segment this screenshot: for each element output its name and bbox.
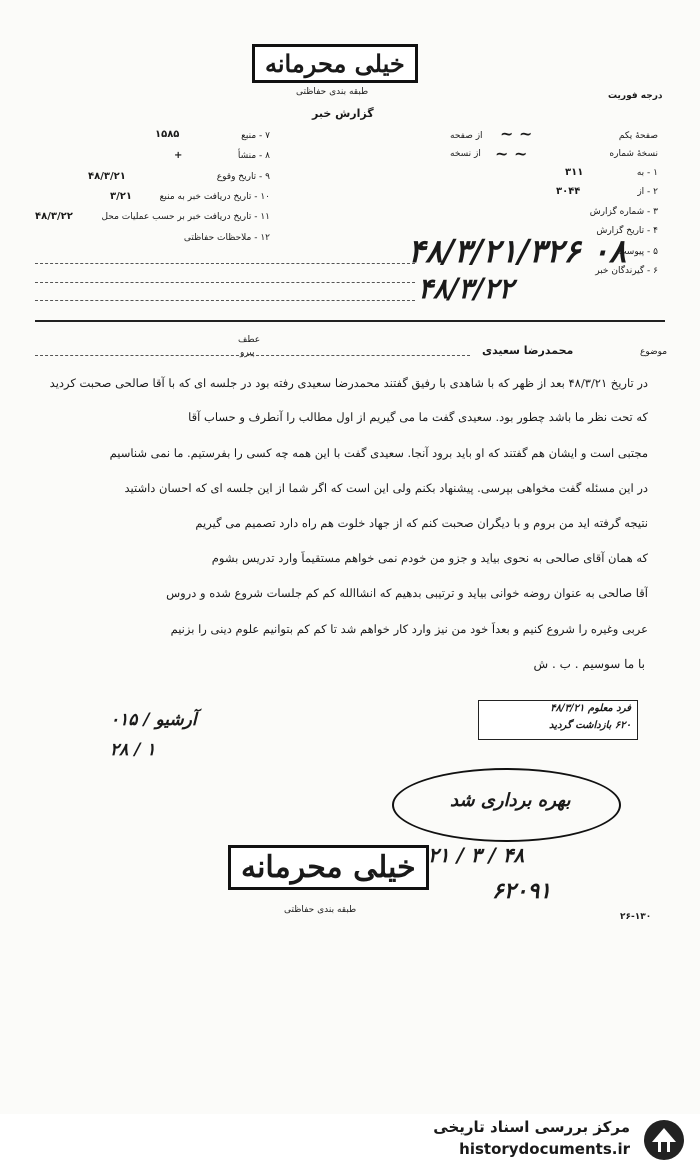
header-right-mid: از نسخه: [450, 149, 481, 159]
subject-label: موضوع: [640, 347, 668, 357]
header-left-row: ۹ - تاریخ وقوع: [216, 172, 270, 182]
header-left-row: ۸ - منشأ: [237, 151, 270, 161]
body-text-line: عربی وغیره را شروع کنیم و بعداً خود من نیز وارد کار خواهم شد تا کم کم بتوانیم علوم دینی را بزنیم: [170, 622, 648, 636]
body-text-line: آقا صالحی به عنوان روضه خوانی بیاید و ترتیبی بدهیم که انشاالله کم کم جلسات شروع شده و دروس: [166, 586, 648, 600]
report-title: گزارش خبر: [312, 107, 374, 120]
header-left-value: ۴۸/۳/۲۱: [88, 171, 126, 182]
body-text-line: که تحت نظر ما باشد چطور بود. سعیدی گفت ما می گیریم از اول مطالب را آنطرف و حساب آقا: [188, 410, 648, 424]
handwritten-date: ۲۱ / ۳ / ۴۸: [428, 843, 525, 867]
notes-box-line: ۶۲۰ بازداشت گردید: [549, 720, 631, 731]
signature-oval: [392, 768, 621, 842]
body-closing-line: با ما سوسیم . ب . ش: [533, 657, 645, 671]
header-right-row: ۲ - از: [637, 187, 658, 197]
header-right-row: ۴ - تاریخ گزارش: [596, 226, 658, 236]
header-left-row: ۱۰ - تاریخ دریافت خبر به منبع: [159, 192, 270, 202]
header-right-row: ۶ - گیرندگان خبر: [595, 266, 658, 276]
subject-value: محمدرضا سعیدی: [482, 344, 574, 357]
handwritten-marks: ~ ~: [495, 144, 528, 163]
bottom-classification-stamp: خیلی محرمانه: [228, 845, 429, 890]
header-left-value: ۴۸/۳/۲۲: [35, 211, 73, 222]
footer-org-name: مرکز بررسی اسناد تاریخی: [433, 1118, 630, 1136]
handwritten-number-line: ۴۸/۳/۲۲: [418, 272, 514, 305]
header-right-mid: از صفحه: [450, 131, 483, 141]
logo-icon: [642, 1118, 686, 1162]
top-classification-stamp: خیلی محرمانه: [252, 44, 418, 83]
handwritten-archive-note: ۰۱۵ / آرشیو ۱ / ۲۸: [110, 710, 197, 760]
handwritten-marks: ~ ~: [500, 124, 533, 143]
handwritten-reference-number: ۶۲۰۹۱: [492, 878, 552, 904]
header-right-value: ۳۱۱: [565, 167, 584, 178]
header-right-row: ۳ - شماره گزارش: [589, 207, 658, 217]
top-classification-subtitle: طبقه بندی حفاظتی: [296, 87, 369, 97]
header-left-value: ۳/۲۱: [110, 191, 132, 202]
body-text-line: نتیجه گرفته اید من بروم و با دیگران صحبت کنم که از جهاد خلوت هم راه دارد تصمیم می گیریم: [195, 516, 648, 530]
header-right-value: ۳۰۴۴: [556, 186, 581, 197]
follow-label: پیرو: [240, 348, 255, 358]
header-right-row: نسخهٔ شماره: [609, 149, 658, 159]
footer-watermark: [0, 1114, 700, 1164]
urgency-label: درجه فوریت: [608, 91, 663, 101]
handwritten-number-line: ۴۸/۳/۲۱/۳۲۶ ۰۸: [408, 232, 627, 270]
notes-box-line: فرد معلوم ۴۸/۳/۲۱: [550, 703, 631, 714]
body-text-line: در تاریخ ۴۸/۳/۲۱ بعد از ظهر که با شاهدی با رفیق گفتند محمدرضا سعیدی رفته بود در جلسه ای که با آقا صالحی صحبت کردید: [49, 376, 648, 390]
footer-site[interactable]: historydocuments.ir: [459, 1140, 630, 1158]
header-left-row: ۱۲ - ملاحظات حفاظتی: [183, 233, 270, 243]
form-code: ۲۶-۱۳۰: [620, 912, 652, 922]
ref-label: عطف: [238, 335, 261, 345]
signature-text: بهره برداری شد: [450, 790, 571, 811]
notes-box: [478, 700, 638, 740]
header-right-row: ۵ - پیوست: [617, 247, 658, 257]
body-text-line: که همان آقای صالحی به نحوی بیاید و جزو من خودم نمی خواهم مستقیماً وارد تدریس بشوم: [211, 551, 648, 565]
bottom-classification-subtitle: طبقه بندی حفاظتی: [284, 905, 357, 915]
header-left-row: ۷ - منبع: [241, 131, 270, 141]
header-left-row: ۱۱ - تاریخ دریافت خبر بر حسب عملیات محل: [101, 212, 270, 222]
header-left-value: +: [174, 150, 183, 161]
body-text-line: در این مسئله گفت مخواهی بپرسی. پیشنهاد بکنم ولی این است که اگر شما از این جلسه ای که احسان داشتید: [124, 481, 648, 495]
header-right-row: ۱ - به: [636, 168, 658, 178]
header-left-value: ۱۵۸۵: [155, 129, 180, 140]
handwritten-archive-note: [95, 587, 160, 700]
body-text-line: مجتبی است و ایشان هم گفتند که او باید برود آنجا. سعیدی گفت با این همه چه کسی را بفرستیم. ما نمی شناسیم: [109, 446, 648, 460]
header-right-row: صفحهٔ یکم: [618, 131, 658, 141]
